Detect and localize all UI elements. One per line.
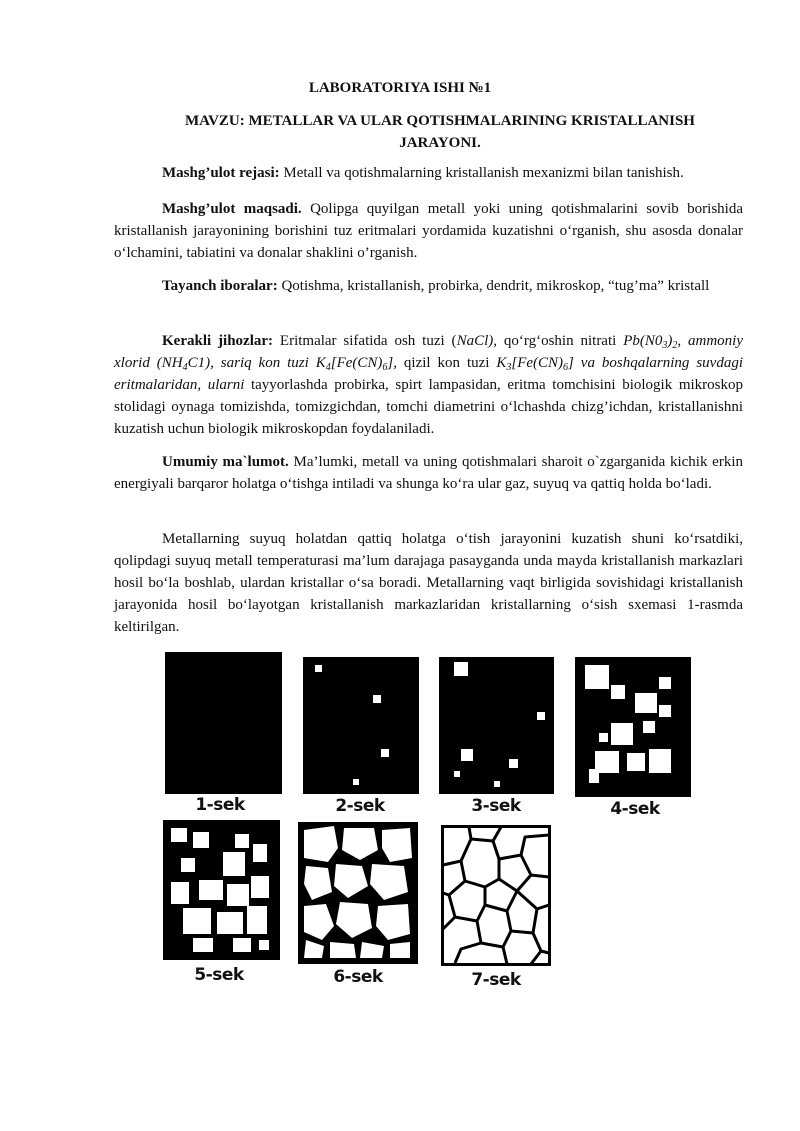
formula-subscript: 4 <box>182 362 188 373</box>
general-text: Ma’lumki, metall va uning qotishmalari sharoit o`zgarganida kichik erkin energiyali barqaror holatga o‘tishga intiladi va shunga ko‘ra ular gaz, suyuq va qattiq holda bo‘ladi. <box>114 454 743 492</box>
formula-part: C1), sariq kon tuzi K <box>187 355 326 371</box>
general-label: Umumiy ma`lumot. <box>162 454 289 470</box>
stage-5-caption: 5-sek <box>194 965 244 985</box>
stage-7-caption: 7-sek <box>471 970 521 990</box>
stage-3-caption: 3-sek <box>471 796 521 816</box>
formula-part: [Fe(CN) <box>511 355 564 371</box>
stage-7-panel <box>441 825 551 966</box>
formula-part: K <box>496 355 507 371</box>
formula-subscript: 4 <box>325 362 331 373</box>
paragraph-goal <box>114 198 743 264</box>
formula-part: ], <box>387 355 397 371</box>
equipment-text: qizil kon tuzi <box>397 355 497 371</box>
formula-part: Pb(N0 <box>623 333 663 349</box>
stage-1-caption: 1-sek <box>195 795 245 815</box>
equipment-label: Kerakli jihozlar: <box>162 333 274 349</box>
stage-4-panel <box>575 657 691 797</box>
stage-3-panel <box>439 657 554 794</box>
stage-1-panel <box>165 652 282 794</box>
stage-5-panel <box>163 820 280 960</box>
stage-6-panel <box>298 822 418 964</box>
formula-subscript: 3 <box>662 340 668 351</box>
formula-nacl: NaCl), <box>456 333 497 349</box>
topic-heading: MAVZU: METALLAR VA ULAR QOTISHMALARINING KRISTALLANISH JARAYONI. <box>185 113 695 151</box>
equipment-text: tayyorlashda probirka, spirt lampasidan, eritma tomchisini biologik mikroskop stolidagi oynaga tomizishda, tomizgichdan, tomchi diametrini o‘lchashda chizg’ichdan, kristallanishni kuzatish uchun biologik mikroskopdan foydalaniladi. <box>114 377 743 437</box>
stage-4-caption: 4-sek <box>610 799 660 819</box>
formula-subscript: 2 <box>672 340 678 351</box>
plan-text: Metall va qotishmalarning kristallanish mexanizmi bilan tanishish. <box>279 165 684 181</box>
goal-label: Mashg’ulot maqsadi. <box>162 201 302 217</box>
goal-text: Qolipga quyilgan metall yoki uning qotishmalarini sovib borishida kristallanish jarayonining borishini tuz eritmalari yordamida kuzatishni o‘rganish, shu asosda donalar o‘lchamini, tabiatini va donalar shaklini o’rganish. <box>114 201 743 261</box>
paragraph-equipment <box>114 330 743 440</box>
formula-subscript: 6 <box>382 362 388 373</box>
formula-subscript: 6 <box>563 362 569 373</box>
formula-part: , <box>677 333 682 349</box>
keywords-text: Qotishma, kristallanish, probirka, dendrit, mikroskop, “tug’ma” kristall <box>277 278 710 294</box>
equipment-text: qo‘rg‘oshin nitrati <box>497 333 624 349</box>
stage-6-caption: 6-sek <box>333 967 383 987</box>
formula-subscript: 3 <box>506 362 512 373</box>
paragraph-crystallization: Metallarning suyuq holatdan qattiq holatga o‘tish jarayonini kuzatish shuni ko‘rsatdiki, qolipdagi suyuq metall temperaturasi ma’lum darajaga pasayganda unda mayda kristallanish markazlari hosil bo‘la boshlab, ulardan kristallar o‘sa boradi. Metallarning vaqt birligida sovishidagi kristallanish jarayonida hosil bo‘layotgan kristallanish markazlaridan kristallarning o‘sish sxemasi 1-rasmda keltirilgan. <box>114 531 743 635</box>
lab-title: LABORATORIYA ISHI №1 <box>308 80 492 96</box>
formula-part: ] va boshqalarning suvdagi eritmalaridan, ularni <box>114 355 743 393</box>
plan-label: Mashg’ulot rejasi: <box>162 165 280 181</box>
paragraph-general <box>114 451 743 495</box>
keywords-label: Tayanch iboralar: <box>162 278 278 294</box>
paragraph-keywords <box>114 275 743 297</box>
formula-part: [Fe(CN) <box>330 355 383 371</box>
stage-2-panel <box>303 657 419 794</box>
stage-2-caption: 2-sek <box>335 796 385 816</box>
equipment-text: Eritmalar sifatida osh tuzi ( <box>273 333 457 349</box>
paragraph-plan <box>114 162 743 184</box>
formula-part: ) <box>667 333 673 349</box>
formula-part: ammoniy xlorid (NH <box>114 333 743 371</box>
